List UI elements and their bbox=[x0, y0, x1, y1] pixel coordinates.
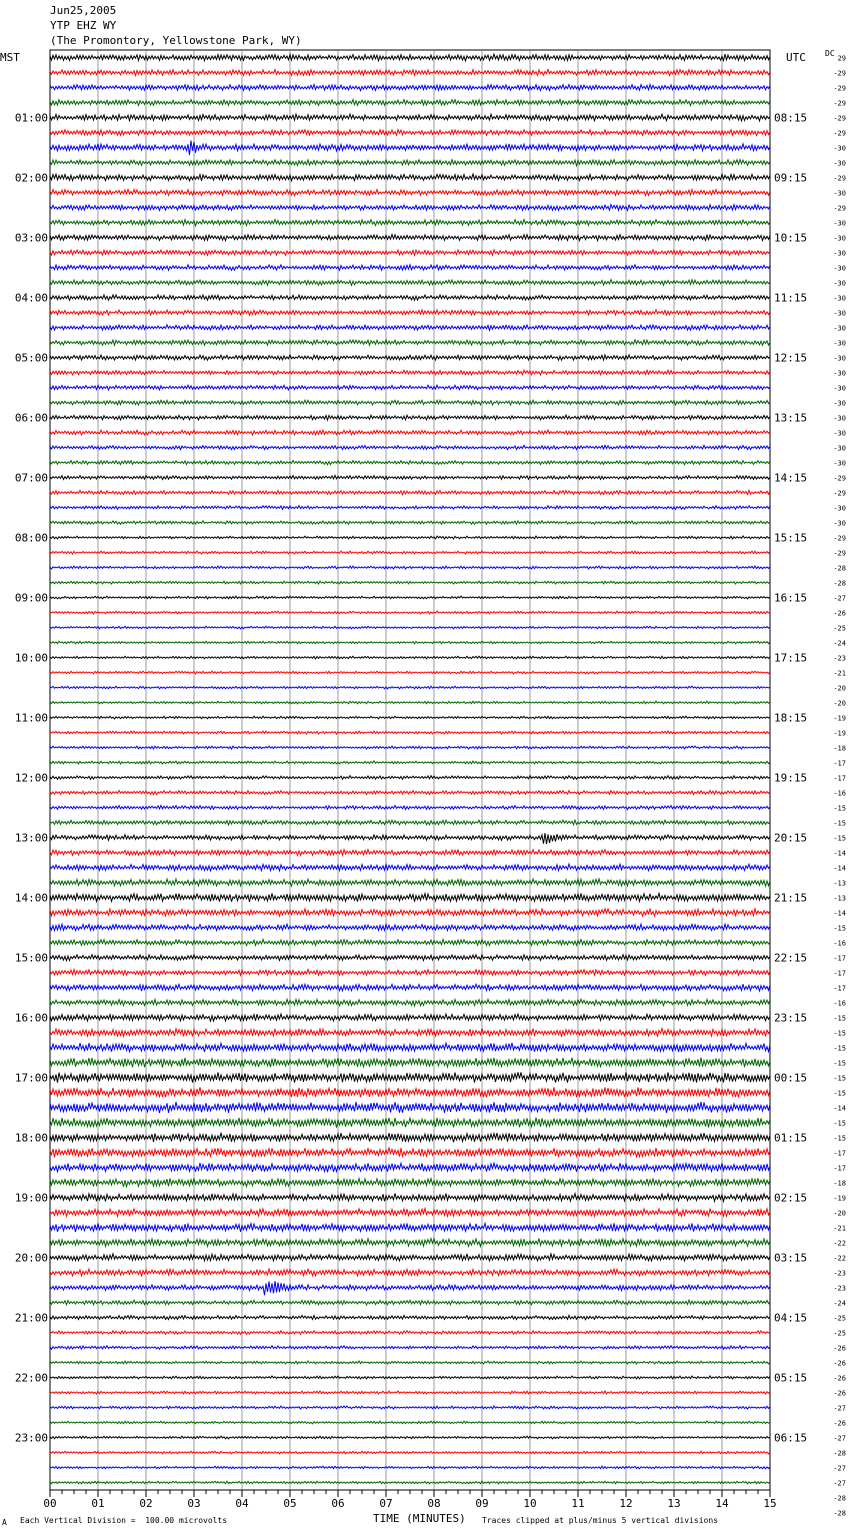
left-time-label: 23:00 bbox=[14, 1431, 48, 1445]
trace-line bbox=[50, 1163, 770, 1172]
dc-offset-label: -30 bbox=[833, 384, 846, 393]
dc-offset-label: -19 bbox=[833, 714, 846, 723]
dc-offset-label: -30 bbox=[833, 219, 846, 228]
trace-line bbox=[50, 400, 770, 405]
trace-line bbox=[50, 879, 770, 886]
time-axis bbox=[43, 1490, 776, 1510]
trace-line bbox=[50, 909, 770, 916]
trace-line bbox=[50, 1346, 770, 1350]
clip-note: Traces clipped at plus/minus 5 vertical divisions bbox=[482, 1516, 719, 1525]
dc-offset-label: -21 bbox=[833, 669, 846, 678]
seismic-traces bbox=[50, 54, 770, 1484]
dc-offset-label: -16 bbox=[833, 939, 846, 948]
dc-offset-label: -30 bbox=[833, 519, 846, 528]
x-tick-label: 05 bbox=[283, 1497, 297, 1510]
dc-offset-label: -15 bbox=[833, 924, 846, 933]
dc-offset-label: -15 bbox=[833, 1059, 846, 1068]
trace-line bbox=[50, 566, 770, 569]
dc-offset-label: -30 bbox=[833, 429, 846, 438]
dc-offset-label: -29 bbox=[833, 114, 846, 123]
dc-offset-label: -28 bbox=[833, 1449, 846, 1458]
trace-line bbox=[50, 250, 770, 256]
dc-offset-label: -24 bbox=[833, 639, 846, 648]
trace-line bbox=[50, 1043, 770, 1052]
right-time-label: 09:15 bbox=[774, 171, 808, 185]
trace-line bbox=[50, 551, 770, 554]
dc-offset-label: -16 bbox=[833, 789, 846, 798]
dc-offset-label: -14 bbox=[833, 849, 846, 858]
dc-offset-label: -29 bbox=[833, 549, 846, 558]
left-time-label: 05:00 bbox=[14, 351, 48, 365]
trace-line bbox=[50, 955, 770, 961]
header-date: Jun25,2005 bbox=[50, 4, 117, 17]
trace-line bbox=[50, 445, 770, 449]
trace-line bbox=[50, 385, 770, 390]
dc-offset-label: -30 bbox=[833, 399, 846, 408]
trace-line bbox=[50, 1361, 770, 1364]
dc-offset-label: -30 bbox=[833, 459, 846, 468]
dc-offset-label: -30 bbox=[833, 159, 846, 168]
right-time-label: 02:15 bbox=[774, 1191, 808, 1205]
left-time-label: 11:00 bbox=[14, 711, 48, 725]
right-time-label: 00:15 bbox=[774, 1071, 808, 1085]
trace-line bbox=[50, 581, 770, 584]
trace-line bbox=[50, 475, 770, 479]
dc-offset-label: -17 bbox=[833, 984, 846, 993]
trace-line bbox=[50, 1315, 770, 1319]
dc-offset-labels bbox=[833, 55, 846, 1518]
dc-offset-label: -26 bbox=[833, 1374, 846, 1383]
dc-offset-label: -28 bbox=[833, 564, 846, 573]
trace-line bbox=[50, 1209, 770, 1217]
left-time-label: 22:00 bbox=[14, 1371, 48, 1385]
dc-offset-label: -13 bbox=[833, 894, 846, 903]
dc-offset-label: -29 bbox=[833, 489, 846, 498]
dc-offset-label: -22 bbox=[833, 1254, 846, 1263]
trace-line bbox=[50, 1254, 770, 1261]
trace-line bbox=[50, 701, 770, 704]
trace-line bbox=[50, 1436, 770, 1439]
dc-offset-label: -17 bbox=[833, 969, 846, 978]
dc-offset-label: -20 bbox=[833, 684, 846, 693]
trace-line bbox=[50, 1281, 770, 1295]
trace-line bbox=[50, 641, 770, 644]
dc-offset-label: -27 bbox=[833, 1479, 846, 1488]
dc-offset-label: -30 bbox=[833, 279, 846, 288]
trace-line bbox=[50, 805, 770, 809]
trace-line bbox=[50, 1331, 770, 1335]
right-time-label: 20:15 bbox=[774, 831, 808, 845]
right-time-label: 13:15 bbox=[774, 411, 808, 425]
right-time-label: 10:15 bbox=[774, 231, 808, 245]
x-tick-label: 01 bbox=[91, 1497, 105, 1510]
trace-line bbox=[50, 596, 770, 599]
dc-offset-label: -30 bbox=[833, 144, 846, 153]
trace-line bbox=[50, 160, 770, 166]
trace-line bbox=[50, 70, 770, 76]
dc-offset-label: -28 bbox=[833, 1494, 846, 1503]
dc-offset-label: -29 bbox=[833, 84, 846, 93]
dc-offset-label: -28 bbox=[833, 1509, 846, 1518]
trace-line bbox=[50, 611, 770, 614]
dc-offset-label: -19 bbox=[833, 1194, 846, 1203]
trace-line bbox=[50, 235, 770, 241]
dc-offset-label: -17 bbox=[833, 1149, 846, 1158]
left-time-label: 20:00 bbox=[14, 1251, 48, 1265]
dc-offset-label: -15 bbox=[833, 1029, 846, 1038]
x-tick-label: 11 bbox=[571, 1497, 585, 1510]
trace-line bbox=[50, 864, 770, 871]
trace-line bbox=[50, 1178, 770, 1186]
trace-line bbox=[50, 924, 770, 931]
trace-line bbox=[50, 1133, 770, 1143]
trace-line bbox=[50, 130, 770, 136]
dc-offset-label: -25 bbox=[833, 1314, 846, 1323]
left-time-label: 09:00 bbox=[14, 591, 48, 605]
dc-offset-label: -20 bbox=[833, 1209, 846, 1218]
trace-line bbox=[50, 536, 770, 539]
trace-line bbox=[50, 490, 770, 494]
dc-offset-label: -14 bbox=[833, 909, 846, 918]
trace-line bbox=[50, 100, 770, 106]
right-time-label: 06:15 bbox=[774, 1431, 808, 1445]
dc-offset-label: -30 bbox=[833, 414, 846, 423]
trace-line bbox=[50, 1269, 770, 1276]
right-time-label: 19:15 bbox=[774, 771, 808, 785]
trace-line bbox=[50, 1118, 770, 1128]
dc-offset-label: -30 bbox=[833, 444, 846, 453]
dc-offset-label: -25 bbox=[833, 624, 846, 633]
dc-offset-label: -27 bbox=[833, 1404, 846, 1413]
left-time-label: 12:00 bbox=[14, 771, 48, 785]
trace-line bbox=[50, 220, 770, 226]
trace-line bbox=[50, 984, 770, 991]
trace-line bbox=[50, 1391, 770, 1394]
trace-line bbox=[50, 355, 770, 360]
dc-offset-label: -15 bbox=[833, 1014, 846, 1023]
trace-line bbox=[50, 746, 770, 749]
left-time-label: 02:00 bbox=[14, 171, 48, 185]
dc-offset-label: -30 bbox=[833, 504, 846, 513]
left-time-label: 13:00 bbox=[14, 831, 48, 845]
left-time-label: 03:00 bbox=[14, 231, 48, 245]
dc-offset-label: -24 bbox=[833, 1299, 846, 1308]
dc-offset-label: -15 bbox=[833, 819, 846, 828]
trace-line bbox=[50, 1028, 770, 1036]
x-tick-label: 14 bbox=[715, 1497, 729, 1510]
scale-note: Each Vertical Division = 100.00 microvolts bbox=[20, 1516, 228, 1525]
right-time-label: 21:15 bbox=[774, 891, 808, 905]
trace-line bbox=[50, 776, 770, 780]
trace-line bbox=[50, 1102, 770, 1113]
right-time-label: 04:15 bbox=[774, 1311, 808, 1325]
dc-offset-label: -19 bbox=[833, 729, 846, 738]
trace-line bbox=[50, 1481, 770, 1484]
x-tick-label: 10 bbox=[523, 1497, 537, 1510]
left-time-label: 14:00 bbox=[14, 891, 48, 905]
dc-offset-label: -28 bbox=[833, 579, 846, 588]
dc-offset-label: -25 bbox=[833, 1329, 846, 1338]
dc-offset-label: -13 bbox=[833, 879, 846, 888]
trace-line bbox=[50, 626, 770, 629]
dc-offset-label: -23 bbox=[833, 1269, 846, 1278]
trace-line bbox=[50, 1451, 770, 1454]
right-time-label: 11:15 bbox=[774, 291, 808, 305]
dc-offset-label: -26 bbox=[833, 1344, 846, 1353]
trace-line bbox=[50, 114, 770, 121]
trace-line bbox=[50, 999, 770, 1006]
trace-line bbox=[50, 656, 770, 659]
dc-offset-label: -14 bbox=[833, 864, 846, 873]
trace-line bbox=[50, 1193, 770, 1201]
dc-offset-label: -30 bbox=[833, 354, 846, 363]
left-time-label: 21:00 bbox=[14, 1311, 48, 1325]
right-time-label: 05:15 bbox=[774, 1371, 808, 1385]
trace-line bbox=[50, 521, 770, 525]
trace-line bbox=[50, 295, 770, 300]
trace-line bbox=[50, 1148, 770, 1158]
trace-line bbox=[50, 205, 770, 211]
dc-offset-label: -29 bbox=[833, 534, 846, 543]
dc-offset-label: -17 bbox=[833, 774, 846, 783]
trace-line bbox=[50, 1239, 770, 1247]
trace-line bbox=[50, 1376, 770, 1379]
dc-offset-label: -29 bbox=[833, 474, 846, 483]
dc-offset-label: -29 bbox=[833, 174, 846, 183]
trace-line bbox=[50, 430, 770, 435]
dc-offset-label: -23 bbox=[833, 1284, 846, 1293]
trace-line bbox=[50, 189, 770, 195]
right-time-label: 18:15 bbox=[774, 711, 808, 725]
left-time-label: 04:00 bbox=[14, 291, 48, 305]
trace-line bbox=[50, 939, 770, 945]
trace-line bbox=[50, 370, 770, 375]
trace-line bbox=[50, 671, 770, 674]
dc-offset-label: -15 bbox=[833, 1074, 846, 1083]
x-tick-label: 04 bbox=[235, 1497, 249, 1510]
trace-line bbox=[50, 460, 770, 464]
dc-offset-label: -15 bbox=[833, 1089, 846, 1098]
trace-line bbox=[50, 1058, 770, 1068]
trace-line bbox=[50, 1072, 770, 1082]
dc-offset-label: 29 bbox=[837, 54, 846, 63]
dc-offset-label: -30 bbox=[833, 324, 846, 333]
dc-offset-label: -14 bbox=[833, 1104, 846, 1113]
trace-line bbox=[50, 415, 770, 420]
trace-line bbox=[50, 761, 770, 764]
left-time-label: 18:00 bbox=[14, 1131, 48, 1145]
dc-offset-label: -17 bbox=[833, 954, 846, 963]
left-time-label: 07:00 bbox=[14, 471, 48, 485]
dc-offset-label: -27 bbox=[833, 1434, 846, 1443]
left-time-label: 16:00 bbox=[14, 1011, 48, 1025]
right-timezone-label: UTC bbox=[786, 51, 806, 64]
dc-offset-label: -27 bbox=[833, 1464, 846, 1473]
dc-offset-label: -30 bbox=[833, 369, 846, 378]
right-time-label: 17:15 bbox=[774, 651, 808, 665]
dc-offset-label: -26 bbox=[833, 1359, 846, 1368]
trace-line bbox=[50, 310, 770, 315]
dc-offset-label: -15 bbox=[833, 1134, 846, 1143]
dc-offset-label: -16 bbox=[833, 999, 846, 1008]
dc-offset-label: -29 bbox=[833, 69, 846, 78]
dc-offset-label: -30 bbox=[833, 234, 846, 243]
trace-line bbox=[50, 731, 770, 734]
trace-line bbox=[50, 790, 770, 794]
dc-offset-label: -17 bbox=[833, 759, 846, 768]
right-time-label: 16:15 bbox=[774, 591, 808, 605]
trace-line bbox=[50, 506, 770, 510]
x-tick-label: 08 bbox=[427, 1497, 441, 1510]
dc-offset-label: -30 bbox=[833, 294, 846, 303]
x-tick-label: 00 bbox=[43, 1497, 57, 1510]
trace-line bbox=[50, 893, 770, 902]
trace-line bbox=[50, 174, 770, 181]
dc-offset-label: -15 bbox=[833, 834, 846, 843]
left-timezone-label: MST bbox=[0, 51, 20, 64]
dc-offset-label: -30 bbox=[833, 249, 846, 258]
left-time-label: 08:00 bbox=[14, 531, 48, 545]
trace-line bbox=[50, 54, 770, 61]
corner-mark: A bbox=[2, 1518, 7, 1527]
dc-offset-label: -29 bbox=[833, 204, 846, 213]
trace-line bbox=[50, 969, 770, 975]
dc-offset-label: -23 bbox=[833, 654, 846, 663]
right-time-label: 12:15 bbox=[774, 351, 808, 365]
left-time-label: 06:00 bbox=[14, 411, 48, 425]
x-axis-title: TIME (MINUTES) bbox=[373, 1512, 466, 1525]
dc-offset-label: -17 bbox=[833, 1164, 846, 1173]
dc-offset-label: -18 bbox=[833, 1179, 846, 1188]
dc-offset-label: -22 bbox=[833, 1239, 846, 1248]
dc-offset-label: -29 bbox=[833, 99, 846, 108]
dc-offset-label: -26 bbox=[833, 1389, 846, 1398]
left-time-label: 15:00 bbox=[14, 951, 48, 965]
dc-offset-label: -27 bbox=[833, 594, 846, 603]
dc-offset-label: -15 bbox=[833, 804, 846, 813]
trace-line bbox=[50, 1014, 770, 1021]
dc-offset-label: -30 bbox=[833, 309, 846, 318]
x-tick-label: 06 bbox=[331, 1497, 345, 1510]
left-time-label: 17:00 bbox=[14, 1071, 48, 1085]
trace-line bbox=[50, 686, 770, 689]
trace-line bbox=[50, 141, 770, 155]
right-time-label: 08:15 bbox=[774, 111, 808, 125]
trace-line bbox=[50, 85, 770, 91]
right-time-labels bbox=[774, 112, 807, 1445]
dc-offset-label: -30 bbox=[833, 189, 846, 198]
left-time-label: 19:00 bbox=[14, 1191, 48, 1205]
right-time-label: 01:15 bbox=[774, 1131, 808, 1145]
left-time-label: 10:00 bbox=[14, 651, 48, 665]
x-tick-label: 02 bbox=[139, 1497, 153, 1510]
trace-line bbox=[50, 280, 770, 286]
trace-line bbox=[50, 265, 770, 271]
x-tick-label: 15 bbox=[763, 1497, 777, 1510]
right-time-label: 22:15 bbox=[774, 951, 808, 965]
trace-line bbox=[50, 850, 770, 856]
left-time-labels bbox=[15, 112, 48, 1445]
trace-line bbox=[50, 325, 770, 331]
trace-line bbox=[50, 833, 770, 844]
dc-offset-label: -26 bbox=[833, 609, 846, 618]
header-location: (The Promontory, Yellowstone Park, WY) bbox=[50, 34, 302, 47]
dc-offset-label: -26 bbox=[833, 1419, 846, 1428]
x-tick-label: 07 bbox=[379, 1497, 393, 1510]
dc-offset-label: -30 bbox=[833, 264, 846, 273]
trace-line bbox=[50, 716, 770, 719]
dc-label: DC bbox=[825, 49, 835, 58]
dc-offset-label: -20 bbox=[833, 699, 846, 708]
right-time-label: 23:15 bbox=[774, 1011, 808, 1025]
dc-offset-label: -29 bbox=[833, 129, 846, 138]
dc-offset-label: -15 bbox=[833, 1044, 846, 1053]
trace-line bbox=[50, 1466, 770, 1469]
x-tick-label: 13 bbox=[667, 1497, 681, 1510]
dc-offset-label: -21 bbox=[833, 1224, 846, 1233]
left-time-label: 01:00 bbox=[14, 111, 48, 125]
right-time-label: 03:15 bbox=[774, 1251, 808, 1265]
dc-offset-label: -15 bbox=[833, 1119, 846, 1128]
header-station: YTP EHZ WY bbox=[50, 19, 117, 32]
trace-line bbox=[50, 1406, 770, 1409]
dc-offset-label: -18 bbox=[833, 744, 846, 753]
right-time-label: 15:15 bbox=[774, 531, 808, 545]
trace-line bbox=[50, 1223, 770, 1232]
x-tick-label: 09 bbox=[475, 1497, 489, 1510]
x-tick-label: 12 bbox=[619, 1497, 633, 1510]
trace-line bbox=[50, 1421, 770, 1424]
right-time-label: 14:15 bbox=[774, 471, 808, 485]
trace-line bbox=[50, 340, 770, 346]
trace-line bbox=[50, 820, 770, 825]
x-tick-label: 03 bbox=[187, 1497, 201, 1510]
trace-line bbox=[50, 1300, 770, 1305]
trace-line bbox=[50, 1087, 770, 1097]
dc-offset-label: -30 bbox=[833, 339, 846, 348]
